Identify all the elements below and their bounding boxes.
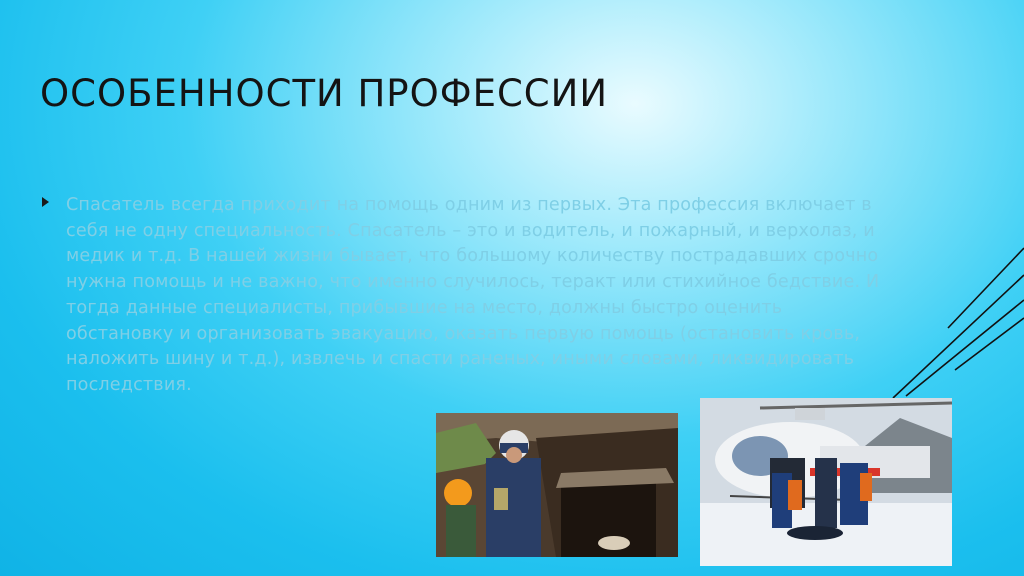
bullet-arrow-icon [42, 197, 49, 207]
slide-title: ОСОБЕННОСТИ ПРОФЕССИИ [40, 72, 608, 115]
rescuer-in-ruins-photo [436, 413, 678, 557]
helicopter-rescue-photo [700, 398, 952, 566]
bullet-item [42, 193, 892, 399]
bullet-text: Спасатель всегда приходит на помощь одним из первых. Эта профессия включает в себя не одну специальность. Спасатель – это и водитель, и пожарный, и верхолаз, и медик и т.д. В нашей жизни бывает, что большому количеству пострадавших срочно нужна помощь и не важно, что именно случилось, теракт или стихийное бедствие. И тогда данные специалисты, прибывшие на место, должны быстро оценить обстановку и организовать эвакуацию, оказать первую помощь (остановить кровь, наложить шину и т.д.), извлечь и спасти раненых, иными словами, ликвидировать последствия. [66, 195, 880, 395]
